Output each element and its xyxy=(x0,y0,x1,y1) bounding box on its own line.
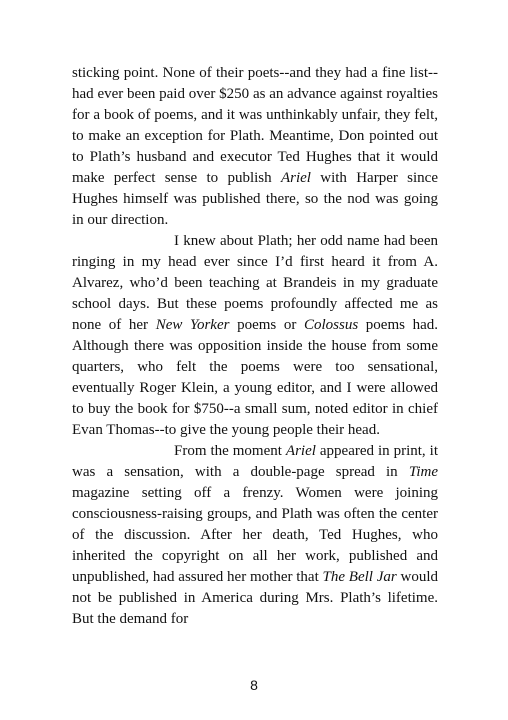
italic-title: Ariel xyxy=(285,443,316,459)
italic-title: Time xyxy=(408,464,438,480)
italic-title: New Yorker xyxy=(155,317,230,333)
italic-title: The Bell Jar xyxy=(322,569,397,585)
paragraph-1 xyxy=(72,63,438,231)
body-text xyxy=(72,63,438,630)
paragraph-3 xyxy=(72,441,438,630)
text-run: magazine setting off a frenzy. Women were joining consciousness-raising groups, and Plath was often the center of the discussion. After her death, Ted Hughes, who inherited the copyright on all her work, published and unpublished, had assured her mother that xyxy=(72,485,438,585)
text-run: From the moment xyxy=(174,443,286,459)
text-run: with Harper since Hughes himself was published there, so the nod was going in our direction. xyxy=(72,170,438,228)
text-run: appeared in print, it was a sensation, with a double-page spread in xyxy=(72,443,438,480)
text-run: poems or xyxy=(229,317,304,333)
text-run: sticking point. None of their poets--and they had a fine list--had ever been paid over $250 as an advance against royalties for a book of poems, and it was unthinkably unfair, they felt, to make an exception for Plath. Meantime, Don pointed out to Plath’s husband and executor Ted Hughes that it would make perfect sense to publish xyxy=(72,65,438,186)
text-run: would not be published in America during Mrs. Plath’s lifetime. But the demand for xyxy=(72,569,438,627)
paragraph-2 xyxy=(72,231,438,441)
page-number: 8 xyxy=(250,677,258,693)
italic-title: Ariel xyxy=(280,170,311,186)
italic-title: Colossus xyxy=(303,317,359,333)
text-run: poems had. Although there was opposition inside the house from some quarters, who felt the poems were too sensational, eventually Roger Klein, a young editor, and I were allowed to buy the book for $750--a small sum, noted editor in chief Evan Thomas--to give the young people their head. xyxy=(72,317,438,438)
text-run: I knew about Plath; her odd name had been ringing in my head ever since I’d first heard it from A. Alvarez, who’d been teaching at Brandeis in my graduate school days. But these poems profoundly affected me as none of her xyxy=(72,233,438,333)
